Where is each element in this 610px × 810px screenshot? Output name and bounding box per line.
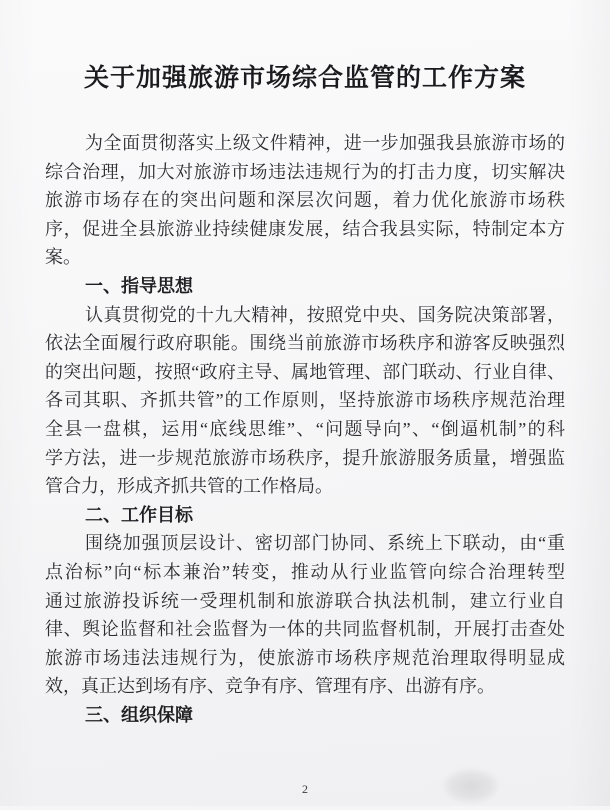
text-line: 围绕加强顶层设计、密切部门协同、系统上下联动，由“重 — [85, 533, 565, 554]
heading-organizational-support: 三、组织保障 — [85, 704, 193, 725]
text-line: 的突出问题，按照“政府主导、属地管理、部门联动、行业自律、 — [45, 361, 565, 382]
document-title: 关于加强旅游市场综合监管的工作方案 — [83, 65, 526, 92]
text-line: 全县一盘棋，运用“底线思维”、“问题导向”、“倒逼机制”的科 — [45, 418, 565, 439]
heading-guiding-thought: 一、指导思想 — [85, 275, 193, 296]
text-line: 依法全面履行政府职能。围绕当前旅游市场秩序和游客反映强烈 — [45, 333, 565, 354]
text-line: 点治标”向“标本兼治”转变，推动从行业监管向综合治理转型 — [45, 561, 565, 582]
text-line: 旅游市场违法违规行为，使旅游市场秩序规范治理取得明显成 — [45, 647, 565, 668]
text-line: 案。 — [45, 247, 81, 268]
text-line: 综合治理，加大对旅游市场违法违规行为的打击力度，切实解决 — [45, 161, 565, 182]
text-line: 旅游市场存在的突出问题和深层次问题，着力优化旅游市场秩 — [45, 190, 565, 211]
text-line: 律、舆论监督和社会监督为一体的共同监督机制，开展打击查处 — [45, 619, 565, 640]
document-body — [45, 129, 565, 729]
text-line: 通过旅游投诉统一受理机制和旅游联合执法机制，建立行业自 — [45, 590, 565, 611]
text-line: 各司其职、齐抓共管”的工作原则，坚持旅游市场秩序规范治理 — [45, 390, 565, 411]
page-number: 2 — [302, 782, 308, 796]
text-line: 效，真正达到场有序、竞争有序、管理有序、出游有序。 — [45, 676, 495, 697]
heading-work-goals: 二、工作目标 — [85, 504, 193, 525]
text-line: 序，促进全县旅游业持续健康发展，结合我县实际，特制定本方 — [45, 218, 565, 239]
text-line: 认真贯彻党的十九大精神，按照党中央、国务院决策部署， — [85, 304, 565, 325]
text-line: 为全面贯彻落实上级文件精神，进一步加强我县旅游市场的 — [85, 133, 565, 153]
text-line: 学方法，进一步规范旅游市场秩序，提升旅游服务质量，增强监 — [45, 447, 565, 468]
text-line: 管合力，形成齐抓共管的工作格局。 — [45, 476, 333, 497]
